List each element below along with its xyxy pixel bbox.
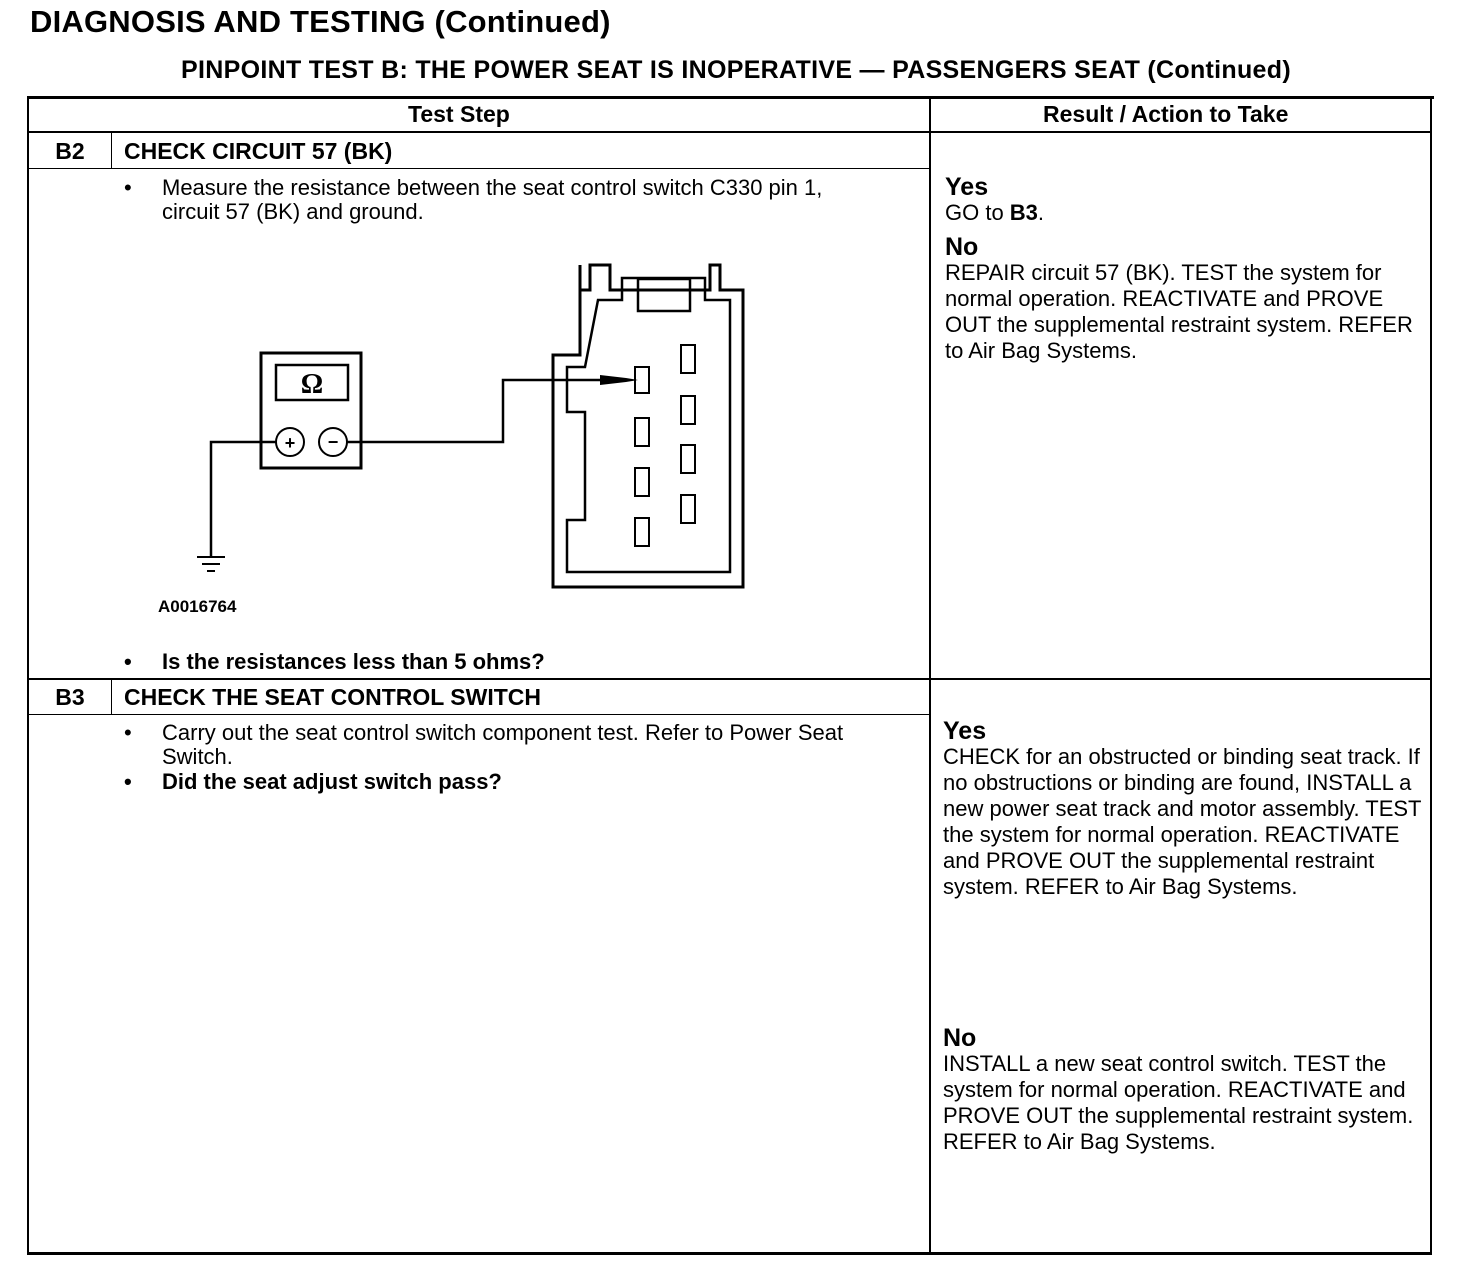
bullet-dot: • [124, 769, 132, 794]
yes-label: Yes [945, 173, 989, 201]
b3-bullet-2-text: Did the seat adjust switch pass? [162, 769, 502, 794]
column-header-result: Result / Action to Take [1043, 101, 1289, 127]
no-label: No [943, 1024, 977, 1052]
table-border-bottom [28, 1252, 1432, 1255]
bullet-dot: • [124, 649, 132, 674]
b2-bullet-2 [124, 650, 884, 674]
b3-result-no [943, 1025, 1431, 1155]
b2-result-no [945, 234, 1433, 364]
b2-title-divider [28, 168, 930, 169]
b2-no-action: REPAIR circuit 57 (BK). TEST the system for normal operation. REACTIVATE and PROVE OUT the supplemental restraint system. REFER to Air Bag Systems. [945, 260, 1413, 363]
b2-yes-action: GO to B3. [945, 200, 1045, 225]
ground-symbol [197, 557, 225, 571]
test-probe [600, 375, 638, 385]
step-title-b2: CHECK CIRCUIT 57 (BK) [124, 138, 393, 164]
step-id-b3: B3 [55, 684, 85, 710]
bullet-dot: • [124, 175, 132, 200]
section-title: DIAGNOSIS AND TESTING (Continued) [30, 4, 611, 39]
b3-bullet-1 [124, 721, 904, 771]
no-label: No [945, 233, 979, 261]
column-header-test-step: Test Step [408, 101, 510, 127]
b2-bullet-2-text: Is the resistances less than 5 ohms? [162, 649, 545, 674]
minus-symbol: − [327, 432, 339, 452]
yes-label: Yes [943, 717, 987, 745]
figure-label: A0016764 [158, 597, 237, 616]
step-title-b3: CHECK THE SEAT CONTROL SWITCH [124, 684, 541, 710]
step-ref-b3: B3 [1009, 200, 1038, 225]
bullet-dot: • [124, 720, 132, 745]
b3-bullet-1-text: Carry out the seat control switch component test. Refer to Power Seat Switch. [162, 720, 844, 769]
pinpoint-test-title: PINPOINT TEST B: THE POWER SEAT IS INOPERATIVE — PASSENGERS SEAT (Continued) [181, 56, 1291, 84]
header-divider [28, 131, 1432, 133]
connector-pins [635, 345, 695, 546]
table-border-top [28, 96, 1434, 99]
b2-bullet-1-text: Measure the resistance between the seat control switch C330 pin 1, circuit 57 (BK) and ground. [162, 175, 823, 224]
plus-symbol: + [284, 433, 296, 453]
b3-no-action: INSTALL a new seat control switch. TEST the system for normal operation. REACTIVATE and PROVE OUT the supplemental restraint system. REFER to Air Bag Systems. [943, 1051, 1414, 1154]
b3-result-yes [943, 718, 1431, 900]
probe-lead [347, 380, 600, 442]
ground-lead [211, 442, 276, 556]
b3-title-divider [28, 714, 930, 715]
circuit-test-figure [0, 200, 930, 680]
step-id-b2: B2 [55, 138, 85, 164]
b3-bullet-2 [124, 770, 904, 794]
ohm-symbol: Ω [300, 369, 324, 400]
b2-result-yes [945, 174, 1433, 226]
connector-latch [638, 279, 690, 311]
b3-yes-action: CHECK for an obstructed or binding seat track. If no obstructions or binding are found, INSTALL a new power seat track and motor assembly. TEST the system for normal operation. REACTIVATE and PROVE OUT the supplemental restraint system. REFER to Air Bag Systems. [943, 744, 1422, 899]
